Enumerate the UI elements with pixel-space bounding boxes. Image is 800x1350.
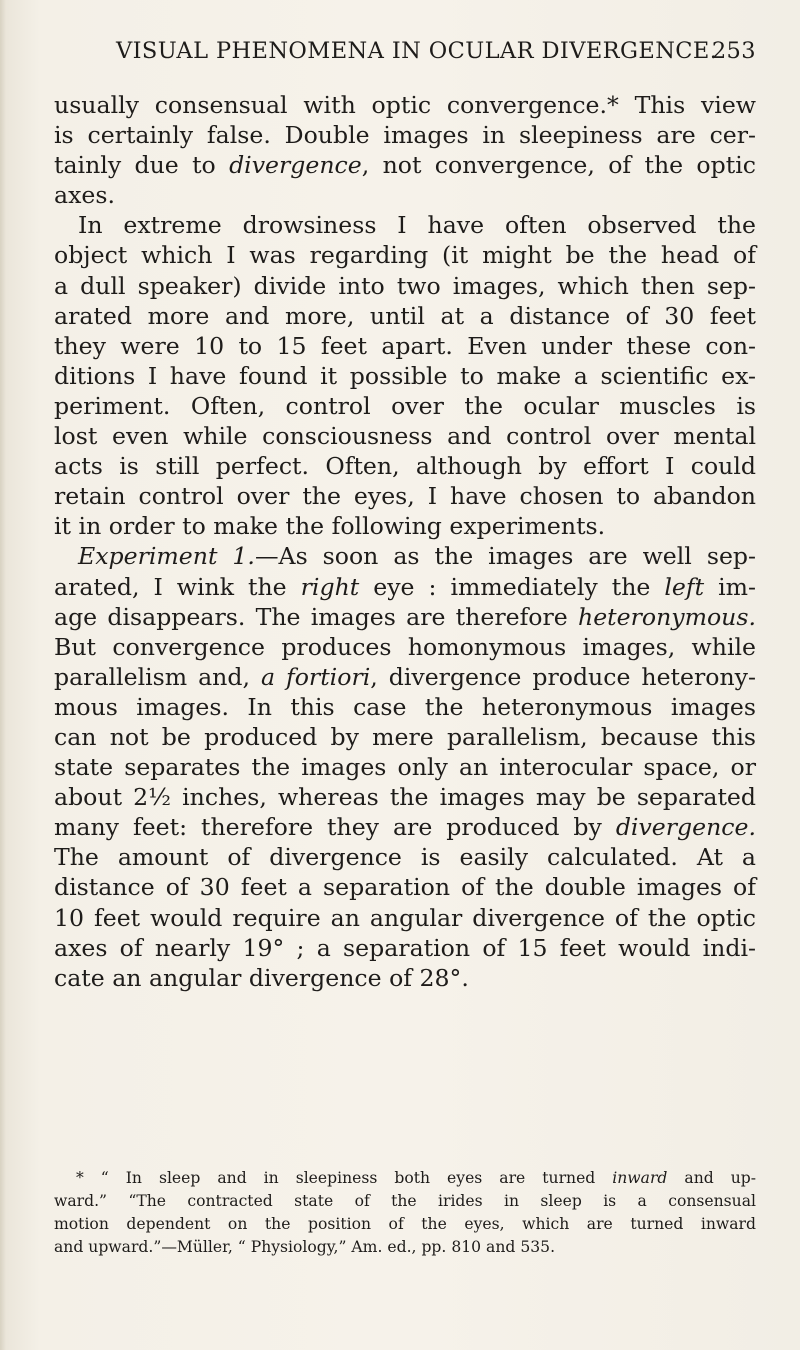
running-header xyxy=(116,38,756,74)
text-line: In extreme drowsiness I have often observed the xyxy=(78,211,756,240)
text-line: usually consensual with optic convergence.* This view xyxy=(54,91,756,119)
text-line: it in order to make the following experiments. xyxy=(54,512,606,541)
body-text xyxy=(54,90,756,993)
text-line: about 2½ inches, whereas the images may be separated xyxy=(54,783,756,812)
text-line: parallelism and, a fortiori, divergence produce heterony- xyxy=(54,662,756,691)
running-title: VISUAL PHENOMENA IN OCULAR DIVERGENCE. xyxy=(116,38,718,64)
text-line: lost even while consciousness and control over mental xyxy=(54,422,756,451)
footnote-line: and upward.”—Müller, “ Physiology,” Am. ed., pp. 810 and 535. xyxy=(54,1238,556,1256)
footnote-line: * “ In sleep and in sleepiness both eyes are turned inward and up- xyxy=(76,1169,757,1187)
text-line: object which I was regarding (it might be the head of xyxy=(54,241,756,270)
page-binding-edge xyxy=(0,0,6,1350)
text-line: cate an angular divergence of 28°. xyxy=(54,963,469,992)
text-line: The amount of divergence is easily calculated. At a xyxy=(54,843,756,872)
text-line: distance of 30 feet a separation of the double images of xyxy=(54,873,756,902)
text-line: axes. xyxy=(54,181,115,210)
text-line: ditions I have found it possible to make a scientific ex- xyxy=(54,361,756,390)
text-line: many feet: therefore they are produced by divergence. xyxy=(54,813,756,842)
text-line: Experiment 1.—As soon as the images are well sep- xyxy=(78,542,756,571)
text-line: arated, I wink the right eye : immediately the left im- xyxy=(54,572,756,601)
text-line: tainly due to divergence, not convergence, of the optic xyxy=(54,151,756,180)
text-line: 10 feet would require an angular divergence of the optic xyxy=(54,903,756,932)
text-line: is certainly false. Double images in sleepiness are cer- xyxy=(54,121,756,150)
text-line: But convergence produces homonymous images, while xyxy=(54,632,756,661)
text-line: acts is still perfect. Often, although by effort I could xyxy=(54,452,756,481)
text-line: axes of nearly 19° ; a separation of 15 feet would indi- xyxy=(54,933,756,962)
text-line: can not be produced by mere parallelism, because this xyxy=(54,722,756,751)
text-line: arated more and more, until at a distance of 30 feet xyxy=(54,301,756,330)
footnote xyxy=(54,1167,756,1259)
text-line: mous images. In this case the heteronymous images xyxy=(54,692,756,721)
text-line: a dull speaker) divide into two images, which then sep- xyxy=(54,271,756,300)
text-line: retain control over the eyes, I have chosen to abandon xyxy=(54,482,756,511)
text-line: they were 10 to 15 feet apart. Even under these con- xyxy=(54,331,756,360)
footnote-line: ward.” “The contracted state of the irides in sleep is a consensual xyxy=(54,1192,756,1210)
text-line: age disappears. The images are therefore heteronymous. xyxy=(54,602,756,631)
text-line: periment. Often, control over the ocular muscles is xyxy=(54,391,756,420)
text-line: state separates the images only an interocular space, or xyxy=(54,753,756,782)
footnote-line: motion dependent on the position of the eyes, which are turned inward xyxy=(54,1215,756,1233)
page-number: 253 xyxy=(711,38,756,64)
